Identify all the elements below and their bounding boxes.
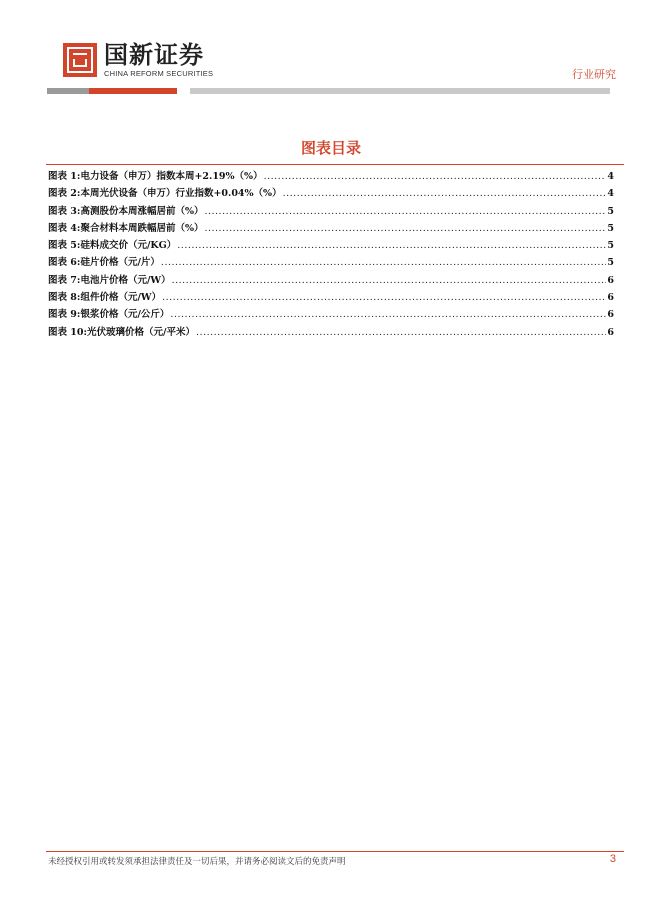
toc-item-title: 电池片价格（元/W） — [80, 274, 171, 286]
toc-item-title: 电力设备（申万）指数本周+2.19%（%） — [80, 171, 263, 182]
toc-divider — [46, 164, 624, 165]
toc-list — [48, 168, 614, 341]
toc-item-page: 5 — [607, 240, 614, 252]
toc-item-label: 图表 10: — [48, 326, 88, 338]
toc-item-label: 图表 4: — [48, 222, 81, 234]
header-divider-grey — [47, 88, 89, 94]
toc-item[interactable] — [48, 185, 614, 202]
seal-icon — [67, 47, 93, 73]
toc-leader-dots — [172, 275, 607, 286]
toc-item-label: 图表 1: — [48, 171, 81, 182]
toc-item[interactable] — [48, 203, 614, 220]
toc-item-label: 图表 3: — [48, 205, 81, 217]
toc-item-label: 图表 7: — [48, 274, 81, 286]
toc-leader-dots — [196, 327, 606, 338]
toc-item-page: 5 — [607, 257, 614, 269]
toc-item-title: 硅料成交价（元/KG） — [80, 240, 177, 252]
toc-leader-dots — [283, 188, 607, 199]
toc-item-label: 图表 8: — [48, 292, 81, 304]
toc-item-label: 图表 2: — [48, 188, 81, 200]
toc-item-title: 聚合材料本周跌幅居前（%） — [80, 222, 204, 234]
toc-item[interactable] — [48, 254, 614, 271]
toc-leader-dots — [170, 309, 606, 320]
toc-item[interactable] — [48, 272, 614, 289]
header-divider-red — [89, 88, 177, 94]
toc-leader-dots — [204, 206, 606, 217]
toc-leader-dots — [162, 292, 606, 303]
toc-item[interactable] — [48, 237, 614, 254]
toc-item-page: 4 — [607, 171, 614, 182]
toc-leader-dots — [204, 223, 606, 234]
toc-item-title: 光伏玻璃价格（元/平米） — [87, 326, 196, 338]
footer-divider — [46, 851, 624, 852]
company-logo-icon — [63, 43, 97, 77]
toc-item-page: 6 — [607, 274, 614, 286]
toc-leader-dots — [264, 171, 607, 182]
toc-item-page: 6 — [607, 309, 614, 321]
toc-item[interactable] — [48, 220, 614, 237]
toc-item-label: 图表 9: — [48, 309, 81, 321]
report-section-label: 行业研究 — [572, 68, 616, 81]
logo-english-name: CHINA REFORM SECURITIES — [104, 69, 214, 78]
toc-item-page: 6 — [607, 326, 614, 338]
toc-item[interactable] — [48, 306, 614, 323]
toc-item-label: 图表 6: — [48, 257, 81, 269]
toc-item-page: 5 — [607, 205, 614, 217]
toc-item-page: 6 — [607, 292, 614, 304]
toc-item-page: 5 — [607, 222, 614, 234]
toc-item-title: 本周光伏设备（申万）行业指数+0.04%（%） — [80, 188, 282, 200]
header-divider-light — [190, 88, 610, 94]
toc-item[interactable] — [48, 289, 614, 306]
toc-leader-dots — [177, 240, 606, 251]
footer-disclaimer: 未经授权引用或转发须承担法律责任及一切后果，并请务必阅读文后的免责声明 — [48, 857, 346, 867]
toc-item[interactable] — [48, 324, 614, 341]
toc-item-label: 图表 5: — [48, 240, 81, 252]
toc-title: 图表目录 — [300, 139, 361, 157]
toc-item-title: 高测股份本周涨幅居前（%） — [80, 205, 204, 217]
toc-item-page: 4 — [607, 188, 614, 200]
page-number: 3 — [609, 853, 616, 865]
toc-item[interactable] — [48, 168, 614, 185]
toc-leader-dots — [161, 257, 606, 268]
toc-item-title: 硅片价格（元/片） — [80, 257, 160, 269]
logo-chinese-name: 国新证券 — [104, 41, 204, 69]
toc-item-title: 银浆价格（元/公斤） — [80, 309, 170, 321]
toc-item-title: 组件价格（元/W） — [80, 292, 162, 304]
